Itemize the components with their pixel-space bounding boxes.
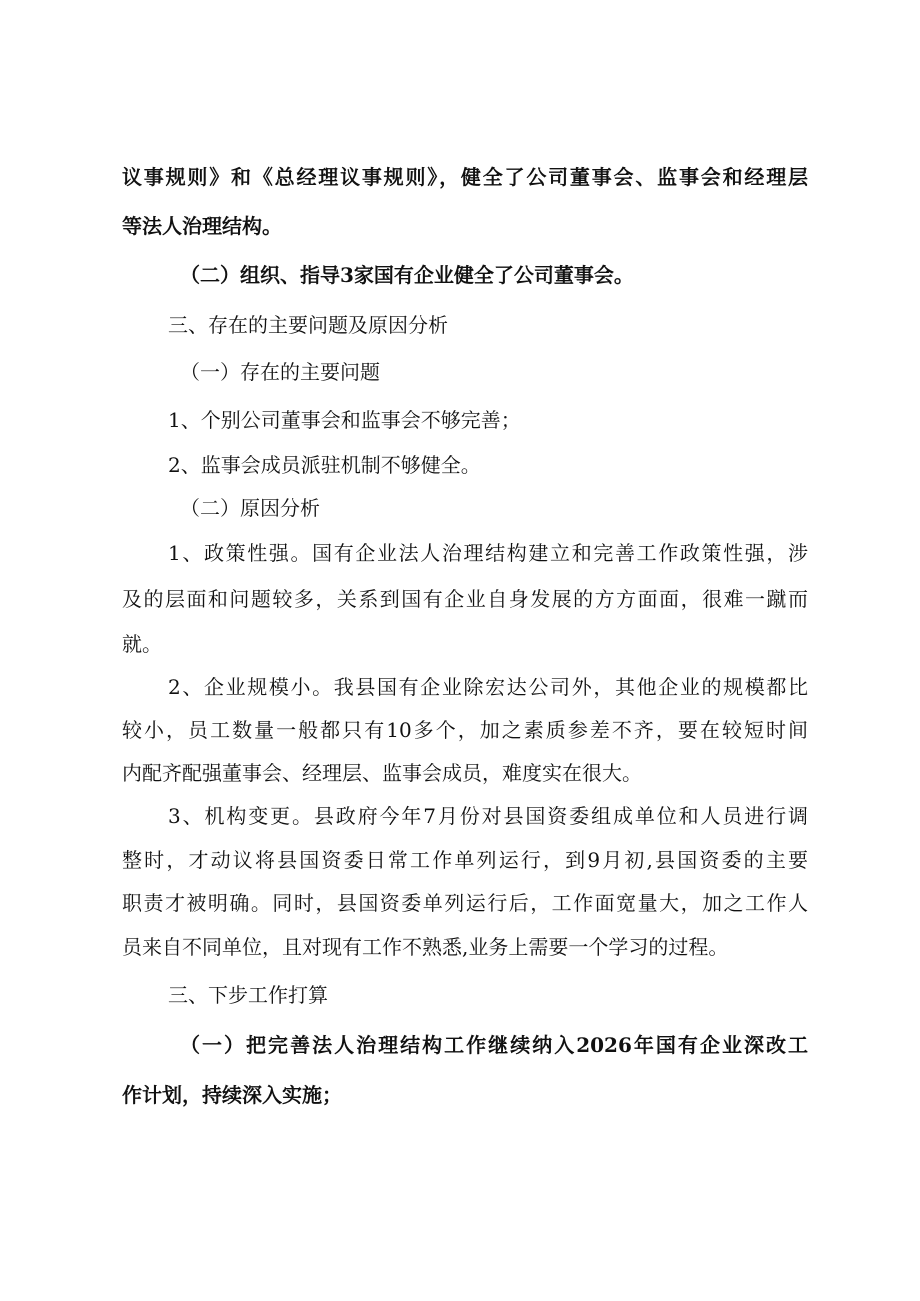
paragraph-line: 作计划，持续深入实施；	[122, 1083, 342, 1107]
paragraph-line: 议事规则》和《总经理议事规则》，健全了公司董事会、监事会和经理层	[122, 165, 808, 189]
paragraph-line: 较小，员工数量一般都只有10多个，加之素质参差不齐，要在较短时间	[122, 718, 808, 742]
paragraph-line: 就。	[122, 632, 162, 656]
section-heading: 三、存在的主要问题及原因分析	[168, 313, 448, 337]
list-item: 2、监事会成员派驻机制不够健全。	[168, 453, 481, 477]
section-heading: 三、下步工作打算	[168, 983, 328, 1007]
paragraph-line: 职责才被明确。同时，县国资委单列运行后，工作面宽量大，加之工作人	[122, 891, 808, 915]
paragraph-line: 3、机构变更。县政府今年7月份对县国资委组成单位和人员进行调	[168, 804, 808, 828]
paragraph-line: （一）把完善法人治理结构工作继续纳入2026年国有企业深改工	[180, 1033, 808, 1057]
paragraph-line: 2、企业规模小。我县国有企业除宏达公司外，其他企业的规模都比	[168, 675, 808, 699]
list-item: 1、个别公司董事会和监事会不够完善；	[168, 408, 521, 432]
paragraph-line: 整时，才动议将县国资委日常工作单列运行，到9月初,县国资委的主要	[122, 848, 808, 872]
subheading-line: （二）原因分析	[180, 496, 320, 520]
subheading-line: （二）组织、指导3家国有企业健全了公司董事会。	[180, 263, 634, 287]
paragraph-line: 等法人治理结构。	[122, 214, 282, 238]
paragraph-line: 内配齐配强董事会、经理层、监事会成员，难度实在很大。	[122, 761, 642, 785]
paragraph-line: 员来自不同单位，且对现有工作不熟悉,业务上需要一个学习的过程。	[122, 935, 729, 959]
paragraph-line: 及的层面和问题较多，关系到国有企业自身发展的方方面面，很难一蹴而	[122, 587, 808, 611]
paragraph-line: 1、政策性强。国有企业法人治理结构建立和完善工作政策性强，涉	[168, 541, 808, 565]
subheading-line: （一）存在的主要问题	[180, 360, 380, 384]
